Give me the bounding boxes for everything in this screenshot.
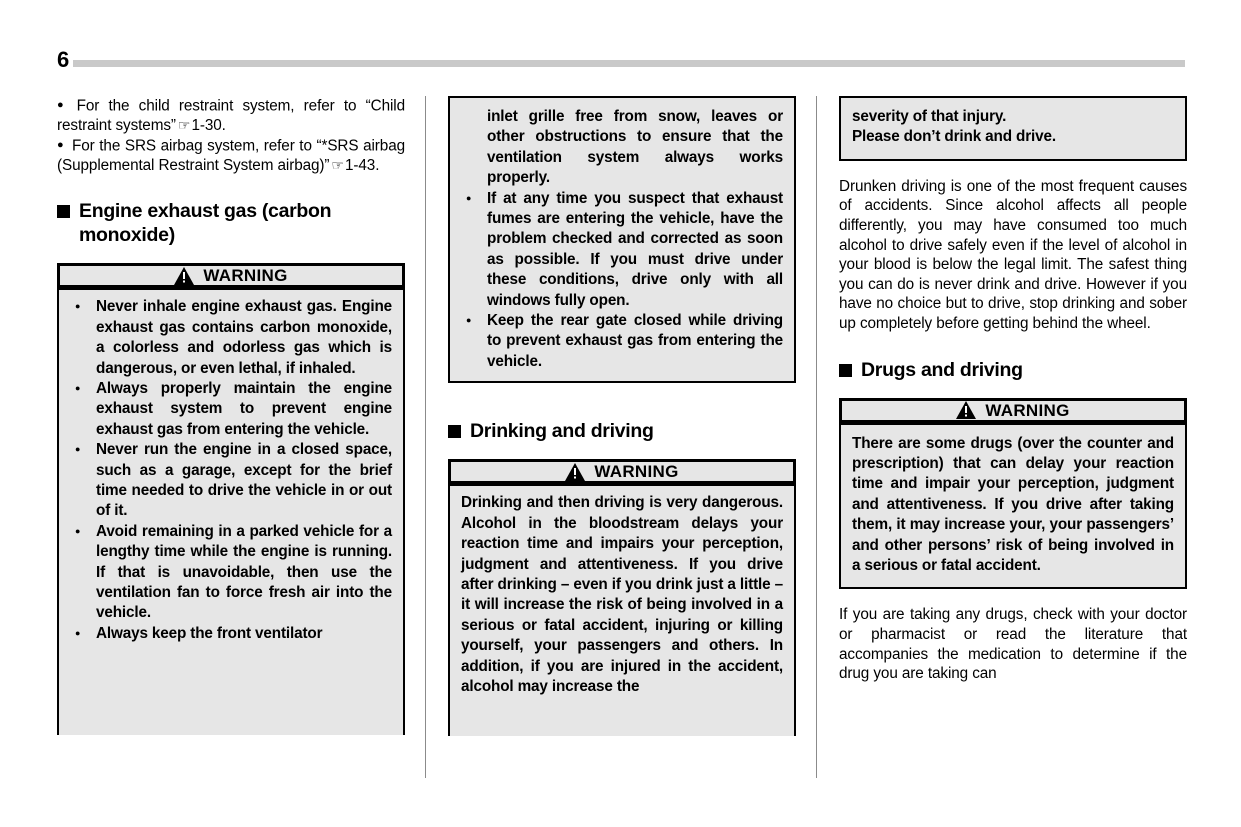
page-number: 6 [57, 47, 69, 72]
warning-item: ● Never inhale engine exhaust gas. Engine exhaust gas contains carbon monoxide, a colorless and odorless gas which is dangerous, or even lethal, if inhaled. [70, 297, 392, 379]
spacer [839, 589, 1187, 605]
warning-header-drinking [448, 459, 796, 484]
column-2 [448, 96, 796, 776]
warning-body-drinking [448, 484, 796, 736]
spacer [839, 161, 1187, 177]
column-3 [839, 96, 1187, 776]
warning-item: ● Always properly maintain the engine exhaust system to prevent engine exhaust gas from entering the vehicle. [70, 379, 392, 440]
warning-item: ● If at any time you suspect that exhaust fumes are entering the vehicle, have the problem checked and corrected as soon as possible. If you must drive under these conditions, drive only with all windows fully open. [461, 189, 783, 311]
spacer [839, 382, 1187, 398]
spacer [57, 175, 405, 199]
warning-item: ● Avoid remaining in a parked vehicle for a lengthy time while the engine is running. If that is unavoidable, then use the ventilation fan to force fresh air into the vehicle. [70, 522, 392, 624]
bullet-dot-icon: ● [57, 138, 65, 151]
heading-engine-exhaust-gas-label: Engine exhaust gas (carbon monoxide) [79, 200, 332, 247]
warning-triangle-icon [565, 463, 585, 481]
heading-drinking-and-driving-label: Drinking and driving [470, 420, 654, 443]
square-bullet-icon [57, 205, 70, 218]
warning-item-continued: inlet grille free from snow, leaves or other obstructions to ensure that the ventilation system always works properly. [487, 108, 783, 187]
paragraph-drugs-footer: If you are taking any drugs, check with your doctor or pharmacist or read the literature that accompanies the medication to determine if the drug you are taking can [839, 606, 1187, 683]
square-bullet-icon [448, 425, 461, 438]
warning-text-drugs: There are some drugs (over the counter and prescription) that can delay your reaction time and impair your perception, judgment and attentiveness. If you drive after taking them, it may increase your, your passengers’ and other persons’ risk of being involved in a serious or fatal accident. [852, 434, 1174, 574]
warning-body-drugs [839, 423, 1187, 590]
spacer [448, 407, 796, 419]
spacer [448, 443, 796, 459]
intro-bullet-child-restraint-text: For the child restraint system, refer to “Child restraint systems” [57, 97, 405, 135]
reference-arrow-icon: ☞ [177, 117, 191, 134]
warning-list-exhaust [70, 297, 392, 644]
spacer [839, 334, 1187, 358]
warning-header-exhaust [57, 263, 405, 288]
heading-drugs-and-driving [839, 358, 1187, 382]
reference-arrow-icon: ☞ [331, 156, 344, 173]
warning-header-drugs [839, 398, 1187, 423]
warning-text-drinking-continued-line2: Please don’t drink and drive. [852, 128, 1056, 146]
warning-text-drinking: Drinking and then driving is very dangerous. Alcohol in the bloodstream delays your reaction time and impairs your perception, judgment and attentiveness. If you drive after drinking – even if you drink just a little – it will increase the risk of being involved in a serious or fatal accident, injuring or killing yourself, your passengers and others. In addition, if you are injured in the accident, alcohol may increase the [461, 494, 783, 695]
heading-drugs-and-driving-label: Drugs and driving [861, 358, 1023, 381]
bullet-dot-icon: ● [57, 99, 69, 111]
intro-bullet-srs-airbag-ref: 1-43. [344, 156, 380, 174]
intro-bullet-child-restraint-ref: 1-30. [191, 117, 226, 135]
warning-body-drinking-continued [839, 96, 1187, 161]
warning-list-exhaust-continued [461, 107, 783, 372]
column-divider-1 [405, 96, 448, 776]
header-rule [73, 60, 1185, 67]
spacer [448, 383, 796, 407]
warning-triangle-icon [956, 401, 976, 419]
warning-triangle-icon [174, 267, 194, 285]
square-bullet-icon [839, 364, 852, 377]
three-column-layout [57, 96, 1187, 776]
warning-body-exhaust [57, 288, 405, 735]
spacer [57, 247, 405, 263]
warning-body-exhaust-continued [448, 96, 796, 383]
intro-bullet-srs-airbag [57, 136, 405, 176]
warning-label: WARNING [985, 400, 1070, 420]
intro-bullet-srs-airbag-text: For the SRS airbag system, refer to “*SRS airbag (Supplemental Restraint System airbag)” [57, 137, 406, 174]
warning-label: WARNING [594, 462, 679, 482]
page-header [57, 40, 1185, 70]
heading-drinking-and-driving [448, 419, 796, 443]
warning-item: ● Always keep the front ventilator [70, 624, 392, 644]
warning-item: ● Keep the rear gate closed while driving to prevent exhaust gas from entering the vehicle. [461, 311, 783, 372]
warning-item: ● Never run the engine in a closed space, such as a garage, except for the brief time needed to drive the vehicle in or out of it. [70, 440, 392, 522]
column-divider-2 [796, 96, 839, 776]
column-1 [57, 96, 405, 776]
paragraph-drunken-driving: Drunken driving is one of the most frequent causes of accidents. Since alcohol affects all people differently, you may have consumed too much alcohol to drive safely even if the level of alcohol in your blood is below the legal limit. The safest thing you can do is never drink and drive. However if you have no choice but to drive, stop drinking and sober up completely before getting behind the wheel. [839, 177, 1187, 332]
heading-engine-exhaust-gas [57, 199, 405, 247]
intro-bullet-child-restraint [57, 96, 405, 136]
warning-label: WARNING [203, 266, 288, 286]
warning-text-drinking-continued-line1: severity of that injury. [852, 108, 1007, 125]
